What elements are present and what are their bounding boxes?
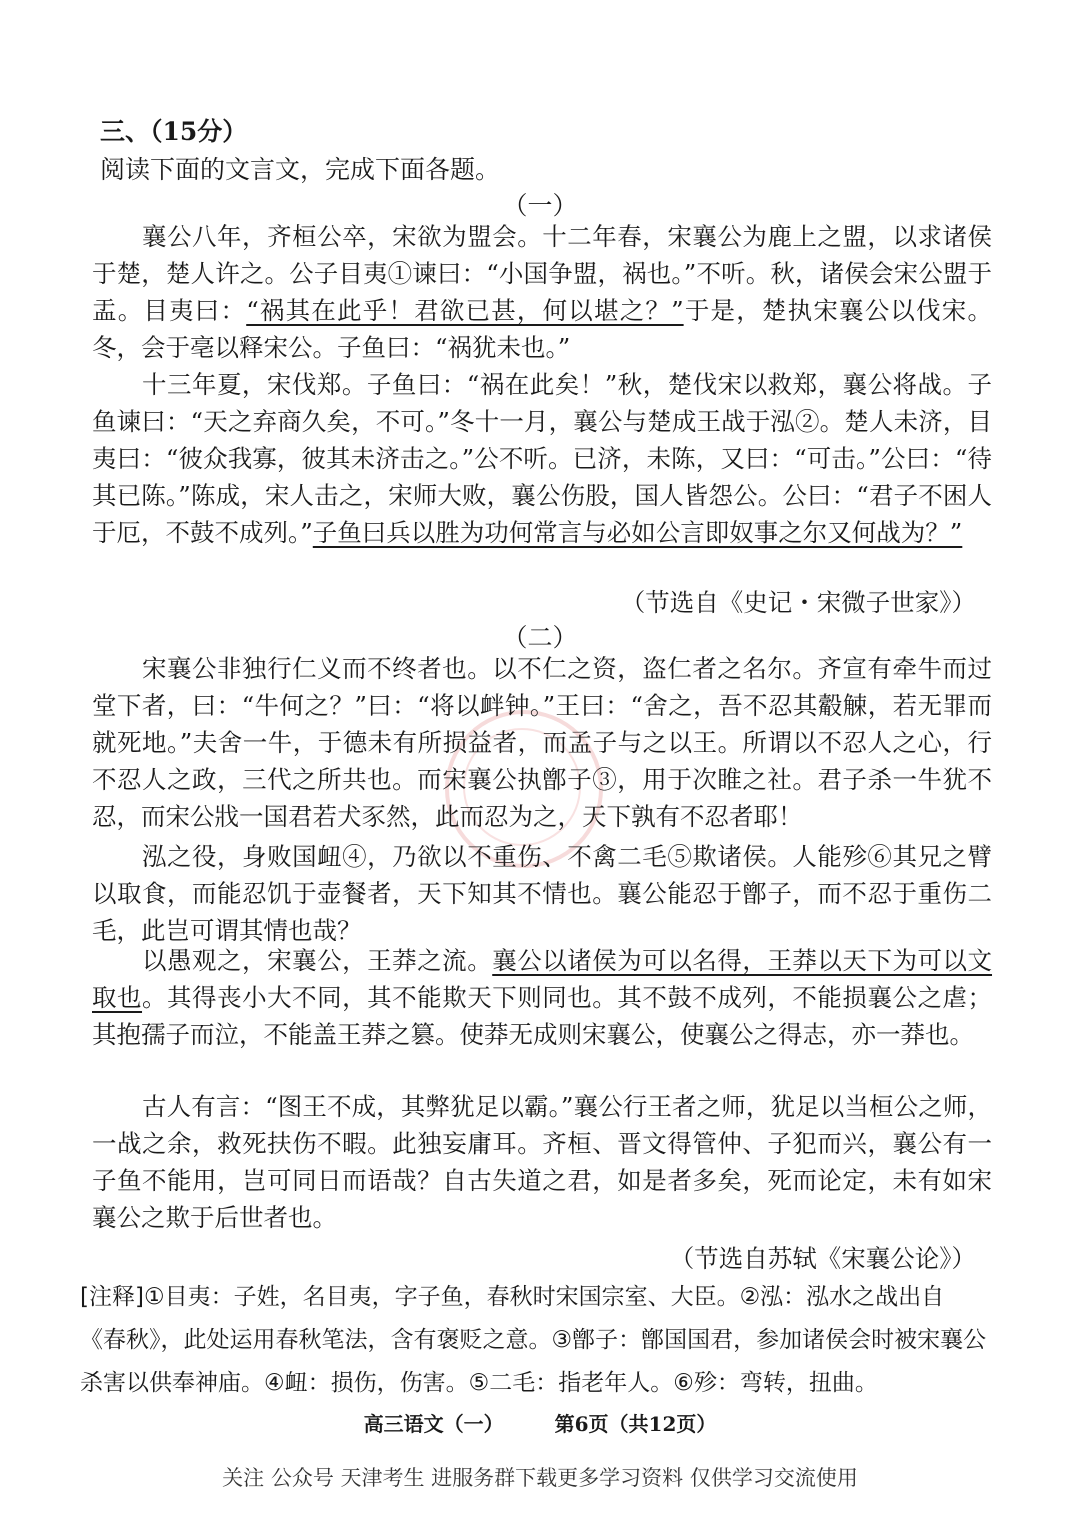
- part1-p1-underlined-sentence: “祸其在此乎！君欲已甚，何以堪之？”: [246, 296, 684, 325]
- part1-p1-text-b: 于是，楚执宋襄公以伐宋。冬，会于亳以释宋公。子鱼曰：“祸犹未也。”: [92, 296, 993, 362]
- part1-p2-text-a: 十三年夏，宋伐郑。子鱼曰：“祸在此矣！”秋，楚伐宋以救郑，襄公将战。子鱼谏曰：“天之弃商久矣，不可。”冬十一月，襄公与楚成王战于泓②。楚人未济，目夷曰：“彼众我寡，彼其未济击之。”公不听。已济，未陈，又曰：“可击。”公曰：“待其已陈。”陈成，宋人击之，宋师大败，襄公伤股，国人皆怨公。公曰：“君子不困人于厄，不鼓不成列。”: [92, 370, 992, 547]
- part2-p3-underlined-sentence: 襄公以诸侯为可以名得，王莽以天下为可以文取也: [92, 946, 993, 1012]
- footer-subject: 高三语文（一）: [363, 1412, 504, 1436]
- part2-p3-text-b: 。其得丧小大不同，其不能欺天下则同也。其不鼓不成列，不能损襄公之虐；其抱孺子而泣，不能盖王莽之篡。使莽无成则宋襄公，使襄公之得志，亦一莽也。: [92, 983, 992, 1049]
- part1-heading: （一）: [502, 191, 578, 220]
- part1-p2-underlined-sentence: 子鱼曰兵以胜为功何常言与必如公言即奴事之尔又何战为？”: [312, 518, 963, 547]
- part1-paragraph-1: [92, 218, 992, 366]
- part2-paragraph-2: 泓之役，身败国衄④，乃欲以不重伤、不禽二毛⑤欺诸侯。人能殄⑥其兄之臂以取食，而能忍饥于壶餐者，天下知其不情也。襄公能忍于鄫子，而不忍于重伤二毛，此岂可谓其情也哉？: [92, 842, 992, 945]
- instruction: 阅读下面的文言文，完成下面各题。: [100, 155, 501, 184]
- part2-paragraph-4: 古人有言：“图王不成，其弊犹足以霸。”襄公行王者之师，犹足以当桓公之师，一战之余，救死扶伤不暇。此独妄庸耳。齐桓、晋文得管仲、子犯而兴，襄公有一子鱼不能用，岂可同日而语哉？自古失道之君，如是者多矣，死而论定，未有如宋襄公之欺于后世者也。: [92, 1092, 992, 1232]
- footer-wechat-note: 关注 公众号 天津考生 进服务群下载更多学习资料 仅供学习交流使用: [222, 1466, 858, 1490]
- page-footer: [0, 1408, 1080, 1437]
- part1-p1-text-a: 襄公八年，齐桓公卒，宋欲为盟会。十二年春，宋襄公为鹿上之盟，以求诸侯于楚，楚人许之。公子目夷①谏曰：“小国争盟，祸也。”不听。秋，诸侯会宋公盟于盂。目夷曰：: [92, 222, 992, 325]
- part2-source: （节选自苏轼《宋襄公论》）: [669, 1244, 976, 1273]
- part2-p3-text-a: 以愚观之，宋襄公，王莽之流。: [142, 946, 493, 975]
- section-title: 三、（15分）: [100, 117, 248, 146]
- part1-paragraph-2: [92, 366, 992, 551]
- annotations: [注释]①目夷：子姓，名目夷，字子鱼，春秋时宋国宗室、大臣。②泓：泓水之战出自《春秋》，此处运用春秋笔法，含有褒贬之意。③鄫子：鄫国国君，参加诸侯会时被宋襄公杀害以供奉神庙。④衄：损伤，伤害。⑤二毛：指老年人。⑥殄：弯转，扭曲。: [80, 1284, 987, 1396]
- part1-source: （节选自《史记・宋微子世家》）: [620, 588, 976, 617]
- part2-heading: （二）: [502, 623, 578, 652]
- part2-paragraph-3: [92, 942, 992, 1053]
- part2-paragraph-1: 宋襄公非独行仁义而不终者也。以不仁之资，盗仁者之名尔。齐宣有牵牛而过堂下者，曰：“牛何之？”曰：“将以衅钟。”王曰：“舍之，吾不忍其觳觫，若无罪而就死地。”夫舍一牛，于德未有所损益者，而孟子与之以王。所谓以不忍人之心，行不忍人之政，三代之所共也。而宋襄公执鄫子③，用于次睢之社。君子杀一牛犹不忍，而宋公戕一国君若犬豕然，此而忍为之，天下孰有不忍者耶！: [92, 654, 992, 831]
- footer-page-number: 第6页（共12页）: [554, 1412, 717, 1436]
